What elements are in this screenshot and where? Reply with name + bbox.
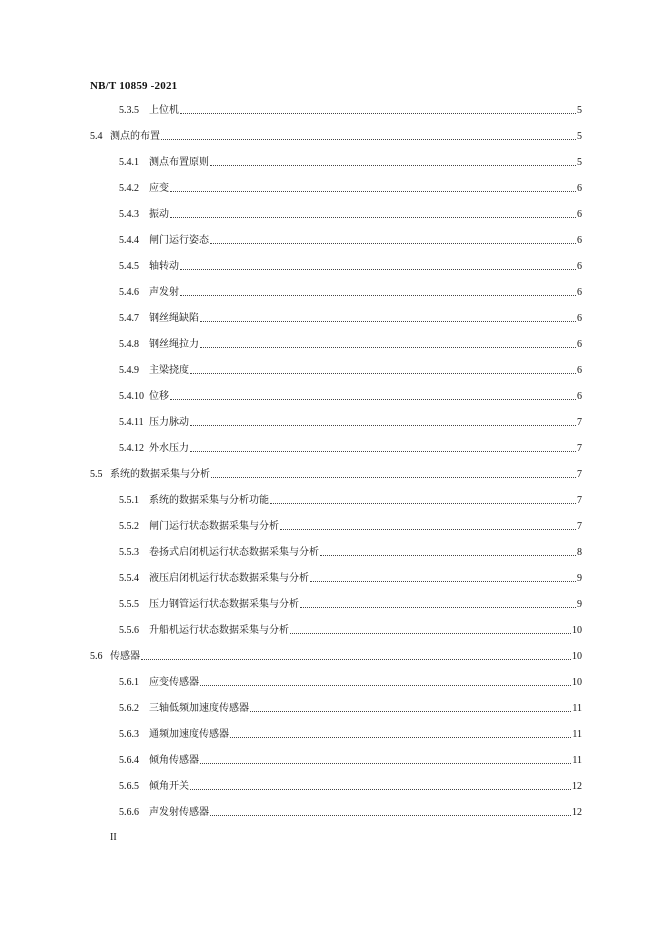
toc-entry-page: 9 — [577, 599, 582, 610]
toc-entry-number: 5.3.5 — [119, 105, 139, 116]
toc-entry[interactable] — [90, 129, 582, 143]
toc-entry-number: 5.4.9 — [119, 365, 139, 376]
toc-entry-number: 5.4.5 — [119, 261, 139, 272]
toc-entry[interactable] — [119, 285, 582, 299]
toc-entry-number: 5.6.6 — [119, 807, 139, 818]
toc-entry-page: 11 — [572, 703, 582, 714]
toc-entry-number: 5.4.6 — [119, 287, 139, 298]
toc-entry-page: 5 — [577, 105, 582, 116]
toc-leader-dots — [250, 711, 571, 712]
toc-entry-page: 9 — [577, 573, 582, 584]
toc-leader-dots — [190, 451, 576, 452]
toc-entry-title: 卷扬式启闭机运行状态数据采集与分析 — [149, 547, 319, 558]
toc-leader-dots — [310, 581, 576, 582]
toc-leader-dots — [180, 295, 576, 296]
toc-entry[interactable] — [119, 415, 582, 429]
toc-entry-title: 测点布置原则 — [149, 157, 209, 168]
toc-leader-dots — [230, 737, 571, 738]
toc-entry[interactable] — [119, 441, 582, 455]
toc-leader-dots — [270, 503, 576, 504]
toc-leader-dots — [161, 139, 576, 140]
toc-leader-dots — [200, 685, 571, 686]
toc-entry-title: 闸门运行姿态 — [149, 235, 209, 246]
toc-entry-number: 5.4.7 — [119, 313, 139, 324]
toc-entry-page: 6 — [577, 261, 582, 272]
toc-entry[interactable] — [119, 805, 582, 819]
toc-entry-page: 7 — [577, 469, 582, 480]
toc-entry-page: 6 — [577, 287, 582, 298]
toc-entry-page: 7 — [577, 495, 582, 506]
toc-leader-dots — [170, 217, 576, 218]
toc-entry-title: 三轴低频加速度传感器 — [149, 703, 249, 714]
toc-entry-number: 5.5.3 — [119, 547, 139, 558]
toc-entry[interactable] — [119, 623, 582, 637]
toc-entry-title: 振动 — [149, 209, 169, 220]
toc-entry-page: 6 — [577, 209, 582, 220]
page-number: II — [110, 832, 117, 843]
toc-entry-page: 8 — [577, 547, 582, 558]
toc-entry-number: 5.4.1 — [119, 157, 139, 168]
toc-entry[interactable] — [119, 519, 582, 533]
toc-entry-number: 5.4.2 — [119, 183, 139, 194]
toc-entry-title: 闸门运行状态数据采集与分析 — [149, 521, 279, 532]
toc-entry-number: 5.6.1 — [119, 677, 139, 688]
toc-leader-dots — [190, 789, 571, 790]
toc-leader-dots — [280, 529, 576, 530]
toc-entry-page: 6 — [577, 183, 582, 194]
toc-entry[interactable] — [90, 649, 582, 663]
toc-entry-number: 5.4.10 — [119, 391, 144, 402]
toc-entry-page: 6 — [577, 339, 582, 350]
toc-entry-number: 5.6.2 — [119, 703, 139, 714]
toc-leader-dots — [170, 191, 576, 192]
toc-entry-number: 5.5.6 — [119, 625, 139, 636]
toc-leader-dots — [180, 269, 576, 270]
document-code: NB/T 10859 -2021 — [90, 80, 178, 92]
toc-entry-number: 5.5 — [90, 469, 103, 480]
toc-entry-title: 钢丝绳拉力 — [149, 339, 199, 350]
toc-entry-page: 7 — [577, 417, 582, 428]
toc-entry[interactable] — [119, 181, 582, 195]
toc-entry[interactable] — [119, 363, 582, 377]
toc-leader-dots — [200, 763, 571, 764]
toc-entry-title: 测点的布置 — [110, 131, 160, 142]
toc-entry-number: 5.6.4 — [119, 755, 139, 766]
toc-entry-title: 外水压力 — [149, 443, 189, 454]
toc-entry-page: 7 — [577, 443, 582, 454]
toc-entry[interactable] — [119, 493, 582, 507]
toc-entry-number: 5.5.5 — [119, 599, 139, 610]
toc-entry-title: 位移 — [149, 391, 169, 402]
toc-leader-dots — [141, 659, 571, 660]
toc-leader-dots — [180, 113, 576, 114]
toc-entry-page: 5 — [577, 157, 582, 168]
toc-entry-title: 压力钢管运行状态数据采集与分析 — [149, 599, 299, 610]
toc-entry-title: 液压启闭机运行状态数据采集与分析 — [149, 573, 309, 584]
toc-leader-dots — [290, 633, 571, 634]
toc-entry-page: 12 — [572, 781, 582, 792]
toc-entry-title: 声发射 — [149, 287, 179, 298]
toc-entry-title: 钢丝绳缺陷 — [149, 313, 199, 324]
toc-entry-page: 12 — [572, 807, 582, 818]
toc-entry-page: 6 — [577, 391, 582, 402]
toc-entry-number: 5.6.3 — [119, 729, 139, 740]
toc-entry-number: 5.4.12 — [119, 443, 144, 454]
toc-entry[interactable] — [119, 155, 582, 169]
toc-leader-dots — [190, 425, 576, 426]
toc-leader-dots — [210, 815, 571, 816]
toc-entry[interactable] — [119, 779, 582, 793]
toc-entry[interactable] — [119, 103, 582, 117]
toc-entry-number: 5.5.1 — [119, 495, 139, 506]
toc-entry-page: 10 — [572, 625, 582, 636]
toc-entry-page: 6 — [577, 235, 582, 246]
toc-entry[interactable] — [119, 701, 582, 715]
toc-entry-title: 系统的数据采集与分析 — [110, 469, 210, 480]
toc-entry[interactable] — [119, 571, 582, 585]
toc-leader-dots — [300, 607, 576, 608]
toc-entry-title: 传感器 — [110, 651, 140, 662]
toc-entry[interactable] — [119, 389, 582, 403]
toc-entry-number: 5.4 — [90, 131, 103, 142]
toc-entry-page: 6 — [577, 313, 582, 324]
toc-entry-title: 声发射传感器 — [149, 807, 209, 818]
toc-entry-page: 7 — [577, 521, 582, 532]
toc-leader-dots — [210, 165, 576, 166]
toc-entry[interactable] — [119, 675, 582, 689]
toc-entry-page: 10 — [572, 677, 582, 688]
toc-entry-page: 6 — [577, 365, 582, 376]
toc-entry[interactable] — [119, 597, 582, 611]
toc-entry-number: 5.5.4 — [119, 573, 139, 584]
toc-leader-dots — [170, 399, 576, 400]
toc-entry-title: 倾角开关 — [149, 781, 189, 792]
toc-entry[interactable] — [90, 467, 582, 481]
toc-entry-number: 5.4.8 — [119, 339, 139, 350]
toc-entry-title: 通频加速度传感器 — [149, 729, 229, 740]
toc-entry-title: 应变 — [149, 183, 169, 194]
toc-entry[interactable] — [119, 545, 582, 559]
toc-entry-page: 11 — [572, 729, 582, 740]
toc-leader-dots — [200, 347, 576, 348]
toc-entry[interactable] — [119, 259, 582, 273]
toc-entry-number: 5.4.3 — [119, 209, 139, 220]
toc-entry-title: 系统的数据采集与分析功能 — [149, 495, 269, 506]
toc-entry[interactable] — [119, 753, 582, 767]
toc-entry-number: 5.4.11 — [119, 417, 144, 428]
toc-entry[interactable] — [119, 207, 582, 221]
toc-entry-number: 5.5.2 — [119, 521, 139, 532]
toc-entry[interactable] — [119, 311, 582, 325]
toc-entry-page: 5 — [577, 131, 582, 142]
toc-entry-title: 升船机运行状态数据采集与分析 — [149, 625, 289, 636]
toc-entry-title: 轴转动 — [149, 261, 179, 272]
toc-leader-dots — [211, 477, 576, 478]
toc-entry-page: 10 — [572, 651, 582, 662]
toc-entry-title: 主梁挠度 — [149, 365, 189, 376]
toc-leader-dots — [210, 243, 576, 244]
toc-entry-number: 5.6 — [90, 651, 103, 662]
toc-entry-number: 5.4.4 — [119, 235, 139, 246]
toc-entry-number: 5.6.5 — [119, 781, 139, 792]
toc-entry-page: 11 — [572, 755, 582, 766]
toc-entry[interactable] — [119, 337, 582, 351]
toc-entry[interactable] — [119, 727, 582, 741]
toc-entry-title: 上位机 — [149, 105, 179, 116]
toc-entry-title: 压力脉动 — [149, 417, 189, 428]
toc-entry-title: 倾角传感器 — [149, 755, 199, 766]
toc-leader-dots — [320, 555, 576, 556]
toc-entry[interactable] — [119, 233, 582, 247]
toc-entry-title: 应变传感器 — [149, 677, 199, 688]
toc-leader-dots — [190, 373, 576, 374]
toc-leader-dots — [200, 321, 576, 322]
